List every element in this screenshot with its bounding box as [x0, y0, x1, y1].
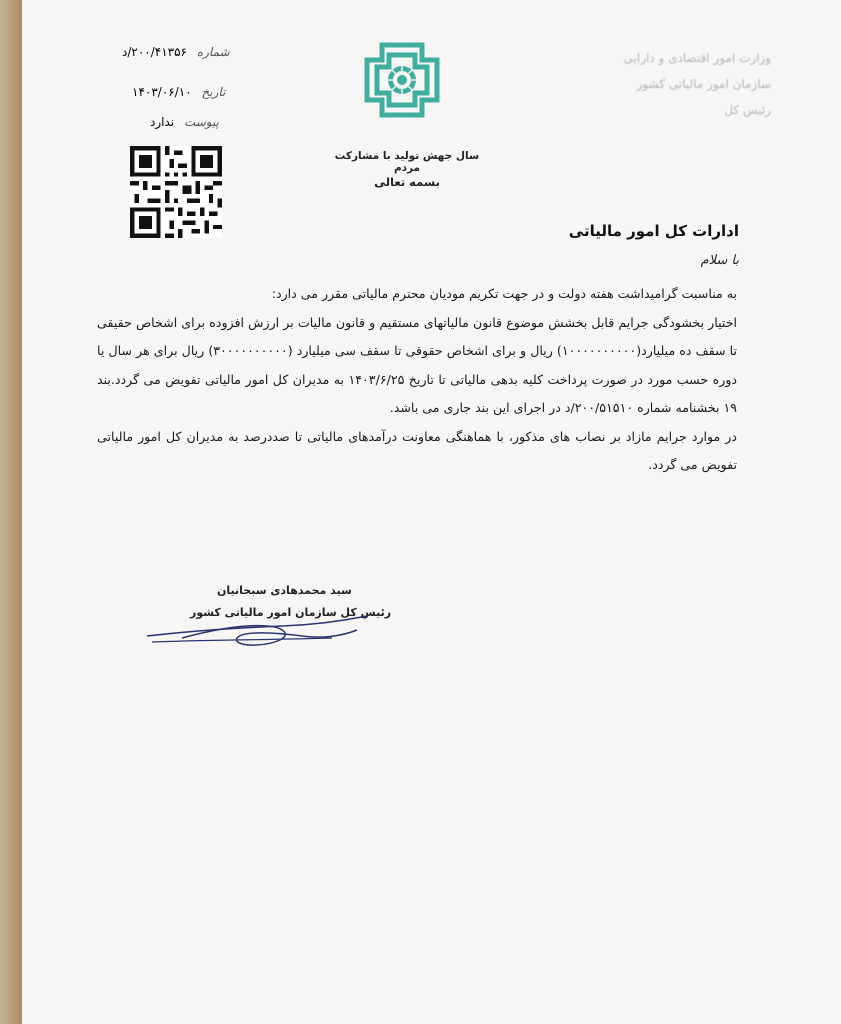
qr-code-icon: [130, 146, 222, 238]
letter-body: [97, 280, 737, 480]
signatory-name: سید محمدهادی سبحانیان: [217, 584, 352, 597]
date-row: [132, 85, 225, 99]
signatory-title: رئیس کل سازمان امور مالیاتی کشور: [190, 606, 392, 619]
attachment-row: [150, 115, 219, 129]
letter-greeting: با سلام: [700, 253, 739, 268]
date-value: ۱۴۰۳/۰۶/۱۰: [132, 85, 192, 99]
ministry-header-faded: [611, 45, 771, 123]
ministry-line-1: وزارت امور اقتصادی و دارایی: [623, 51, 771, 65]
body-paragraph: به مناسبت گرامیداشت هفته دولت و در جهت تکریم مودیان محترم مالیاتی مقرر می دارد:: [271, 286, 737, 301]
ministry-line-3: رئیس کل: [724, 103, 771, 117]
number-value: ۲۰۰/۴۱۳۵۶/د: [122, 45, 187, 59]
handwritten-signature: [142, 596, 382, 656]
body-paragraph: اختیار بخشودگی جرایم قابل بخشش موضوع قانون مالیاتهای مستقیم و قانون مالیات بر ارزش افزوده برای اشخاص حقیقی تا سقف ده میلیارد(۱۰۰۰۰۰۰۰۰۰۰) ریال و برای اشخاص حقوقی تا سقف سی میلیارد (۳۰۰۰۰۰۰۰۰۰۰) ریال برای هر سال یا دوره حسب مورد در صورت پرداخت کلیه بدهی مالیاتی تا تاریخ ۱۴۰۳/۶/۲۵ به مدیران کل امور مالیاتی تفویض می گردد.بند ۱۹ بخشنامه شماره ۲۰۰/۵۱۵۱۰/د در اجرای این بند جاری می باشد.: [97, 314, 738, 415]
body-paragraph: در موارد جرایم مازاد بر نصاب های مذکور، با هماهنگی معاونت درآمدهای مالیاتی تا صددرصد به مدیران کل امور مالیاتی تفویض می گردد.: [97, 428, 737, 472]
bismillah-heading: بسمه تعالی: [374, 175, 440, 189]
date-label: تاریخ: [201, 85, 226, 99]
year-slogan: سال جهش تولید با مشارکت مردم: [334, 150, 480, 174]
letter-recipient: ادارات کل امور مالیاتی: [568, 222, 739, 240]
tax-organization-logo-icon: [357, 35, 447, 125]
attachment-value: ندارد: [150, 115, 175, 129]
letter-page: [22, 0, 841, 1024]
left-wood-strip: [0, 0, 22, 1024]
attachment-label: پیوست: [183, 115, 219, 129]
number-row: [122, 45, 230, 59]
ministry-line-2: سازمان امور مالیاتی کشور: [636, 77, 771, 91]
number-label: شماره: [196, 45, 230, 59]
